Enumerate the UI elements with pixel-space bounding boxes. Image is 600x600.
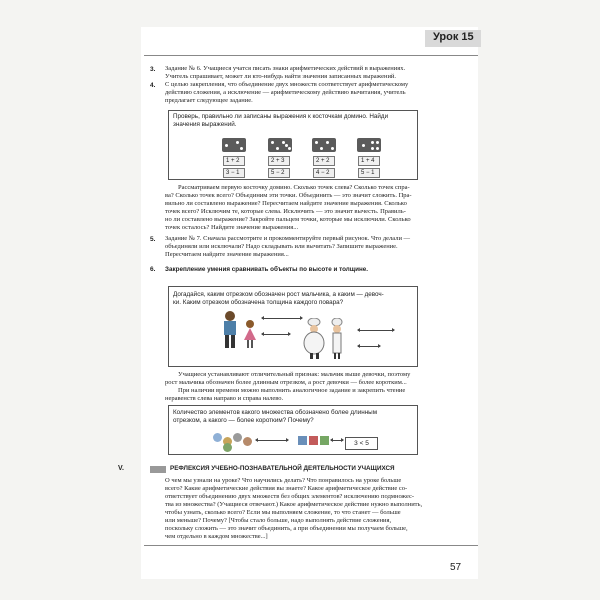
item-4-line-2: действию сложения, а исключение — арифметическому действию вычитания, учитель	[165, 89, 406, 96]
height-segment-long	[262, 318, 302, 319]
section-5-heading: РЕФЛЕКСИЯ УЧЕБНО-ПОЗНАВАТЕЛЬНОЙ ДЕЯТЕЛЬНОСТИ УЧАЩИХСЯ	[170, 465, 395, 472]
para-1-line-1: Рассматриваем первую косточку домино. Сколько точек слева? Сколько точек спра-	[178, 184, 410, 191]
para-3-line-1: О чем мы узнали на уроке? Что научились делать? Что понравилось на уроке больше	[165, 477, 402, 484]
item-5-line-3: Пересчитаем найдите значение выражения...	[165, 251, 289, 258]
cube-item	[320, 436, 329, 445]
domino-2	[268, 138, 292, 152]
thickness-segment-short	[358, 346, 380, 347]
domino-4-difference: 5 − 1	[358, 168, 380, 178]
item-3-number: 3.	[150, 66, 156, 73]
lesson-title: Урок 15	[433, 31, 474, 43]
height-task-line-1: Догадайся, каким отрезком обозначен рост мальчика, а каким — девоч-	[173, 291, 384, 298]
para-3-line-5: чтобы узнать, сколько всего? Если мы выполняем сложение, то что станет — больше	[165, 509, 401, 516]
para-1-line-4: точек всего? Исключим те, которые слева. Исключить — это значит вычесть. Правиль-	[165, 208, 406, 215]
item-4-line-3: предлагает следующее задание.	[165, 97, 253, 104]
bottom-rule	[144, 545, 478, 546]
domino-2-sum: 2 + 3	[268, 156, 290, 166]
set-segment-short	[331, 440, 343, 441]
sets-task-line-2: отрезком, а какого — более коротким? Почему?	[173, 417, 314, 424]
item-6-number: 6.	[150, 266, 156, 273]
item-3-line-2: Учитель спрашивает, может ли кто-нибудь найти значения записанных выражений.	[165, 73, 397, 80]
para-1-line-2: ва? Сколько точек всего? Объединим эти точки. Объединить — это значит сложить. Пра-	[165, 192, 412, 199]
domino-4-expressions	[358, 156, 380, 180]
domino-4-sum: 1 + 4	[358, 156, 380, 166]
para-2-line-2: рост мальчика обозначен более длинным отрезком, а рост девочки — более коротким...	[165, 379, 407, 386]
para-3-line-6: или меньше? Почему? [Чтобы стало больше, надо выполнять действие сложения,	[165, 517, 392, 524]
para-1-line-6: точек осталось? Найдите значение выражения...	[165, 224, 299, 231]
boy-girl-figure	[218, 310, 278, 350]
para-1-line-3: вильно ли составлено выражение? Пересчитаем найдите значение выражения. Сколько	[165, 200, 407, 207]
item-5-line-2: объединяли или исключали? Надо складывать или вычитать? Запишите выражение.	[165, 243, 398, 250]
domino-task-line-2: значения выражений.	[173, 121, 237, 128]
para-1-line-5: но ли составлено выражение? Закройте пальцем точки, которые мы исключили. Сколько	[165, 216, 411, 223]
item-6-heading: Закрепление умения сравнивать объекты по высоте и толщине.	[165, 266, 368, 273]
para-3-line-2: всего? Какие арифметические действия вы знаете? Какое арифметическое действие со-	[165, 485, 408, 492]
domino-2-expressions	[268, 156, 290, 180]
domino-1	[222, 138, 246, 152]
domino-3-difference: 4 − 2	[313, 168, 335, 178]
set-segment-long	[256, 440, 288, 441]
para-3-line-4: тва из множества? (Учащиеся отвечают.) Какое арифметическое действие нужно выполнить,	[165, 501, 423, 508]
ball-item	[233, 433, 242, 442]
thickness-segment-long	[358, 330, 394, 331]
height-task-line-2: ки. Каким отрезком обозначена толщина каждого повара?	[173, 299, 344, 306]
domino-1-expressions	[223, 156, 245, 180]
section-5-shade-bar	[150, 466, 166, 473]
cube-item	[298, 436, 307, 445]
cooks-figure	[302, 318, 352, 360]
domino-3-expressions	[313, 156, 335, 180]
ball-item	[243, 437, 252, 446]
para-2-line-3: При наличии времени можно выполнить аналогичное задание и закрепить чтение	[178, 387, 406, 394]
cube-item	[309, 436, 318, 445]
ball-item	[213, 433, 222, 442]
domino-2-difference: 5 − 2	[268, 168, 290, 178]
domino-1-difference: 3 − 1	[223, 168, 245, 178]
para-2-line-1: Учащиеся устанавливают отличительный признак: мальчик выше девочки, поэтому	[178, 371, 411, 378]
sets-task-line-1: Количество элементов какого множества обозначено более длинным	[173, 409, 378, 416]
item-3-line-1: Задание № 6. Учащиеся учатся писать знаки арифметических действий в выражениях.	[165, 65, 406, 72]
comparison-box: 3 < 5	[345, 437, 378, 450]
para-3-line-3: ответствует объединению двух множеств без общих элементов? исключению подмножес-	[165, 493, 415, 500]
item-5-line-1: Задание № 7. Сначала рассмотрите и прокомментируйте первый рисунок. Что делали —	[165, 235, 411, 242]
domino-3-sum: 2 + 2	[313, 156, 335, 166]
domino-3	[312, 138, 336, 152]
para-2-line-4: неравенств слева направо и справа налево.	[165, 395, 284, 402]
para-3-line-7: поскольку сложить — это значит объединить, а при объединении мы получаем больше,	[165, 525, 408, 532]
section-5-number: V.	[118, 465, 124, 472]
domino-4	[357, 138, 381, 152]
domino-1-sum: 1 + 2	[223, 156, 245, 166]
domino-task-line-1: Проверь, правильно ли записаны выражения к косточкам домино. Найди	[173, 113, 389, 120]
top-rule	[144, 55, 478, 56]
ball-item	[223, 443, 232, 452]
item-4-line-1: С целью закрепления, что объединение двух множеств соответствует арифметическому	[165, 81, 409, 88]
page-number: 57	[450, 562, 462, 573]
item-5-number: 5.	[150, 236, 156, 243]
para-3-line-8: чем отдельно в каждом множестве...]	[165, 533, 268, 540]
height-segment-short	[262, 334, 290, 335]
item-4-number: 4.	[150, 82, 156, 89]
